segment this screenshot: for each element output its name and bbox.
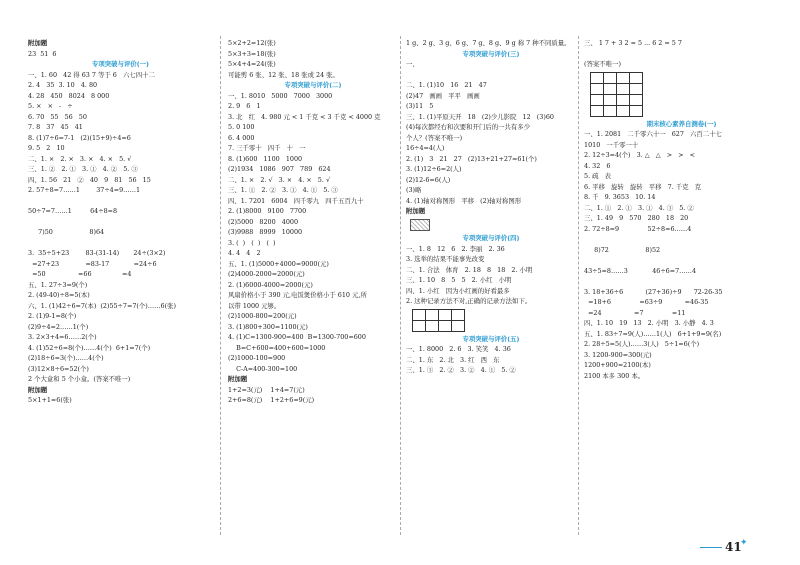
- answer-line: 16÷4=4(人): [406, 144, 445, 152]
- answer-line: 5×4+4=24(张): [228, 60, 276, 68]
- answer-line: 2. 4 35 3. 10 4. 80: [28, 81, 98, 89]
- answer-line: 3. 35÷5+23 83-(31-14) 24÷(3×2): [28, 249, 166, 257]
- answer-line: (2)12-6=6(人): [406, 175, 451, 184]
- answer-line: 4. (1)轴对称图形 平移 (2)轴对称图形: [406, 196, 522, 205]
- answer-line: 7)50 8)64: [28, 228, 105, 236]
- answer-line: 5. × × - ÷: [28, 102, 73, 110]
- answer-line: 5×2+2=12(张): [228, 39, 276, 47]
- column-divider: [400, 36, 401, 535]
- answer-line: 4. 28 450 8024 8 000: [28, 91, 110, 100]
- answer-line: 一、1. 60 42 得 63 7 等于 6 六七四十二: [28, 70, 155, 79]
- answer-line: 2. 72÷8=9 52÷8=6……4: [584, 224, 692, 233]
- answer-line: 2. 9 6 1: [228, 102, 261, 110]
- answer-line: 7. 三千零十 四千 十 一: [228, 144, 306, 152]
- answer-line: 四、1. 7201 6004 四千零九 四千五百九十: [228, 196, 364, 205]
- answer-line: (2)1000-100=900: [228, 354, 286, 362]
- answer-line: 43÷5=8……3 46÷6=7……4: [584, 266, 697, 275]
- answer-line: 50÷7=7……1 64÷8=8: [28, 207, 118, 215]
- answer-line: 三、1. 10 8 5 5 2. 小红 小明: [406, 276, 512, 284]
- answer-column-4: [584, 38, 779, 381]
- answer-line: (3)11 5: [406, 102, 434, 110]
- section-heading: 专项突破与评价(五): [462, 334, 520, 343]
- answer-line: 2 个大盒和 5 个小盒。(答案不唯一): [28, 375, 131, 383]
- answer-line: (2)1934 1086 907 789 624: [228, 165, 331, 173]
- answer-line: 五、1. 83÷7=9(人)……1(人) 6+1+9=9(名): [584, 329, 722, 338]
- bonus-heading: 附加题: [228, 375, 248, 383]
- answer-line: 5×3+3=18(张): [228, 49, 276, 58]
- column-divider: [220, 36, 221, 535]
- answer-line: 1200+900=2100(本): [584, 361, 651, 369]
- bonus-heading: 附加题: [406, 207, 426, 215]
- answer-line: 4. (1)C=1300-900=400 B=1300-700=600: [228, 333, 366, 341]
- answer-line: 4. (1)52÷6=8(个)……4(个) 6+1=7(个): [28, 343, 151, 352]
- footer-rule: [700, 547, 722, 548]
- answer-line: 3. (1)12÷6=2(人): [406, 165, 462, 173]
- star-icon: ✦: [740, 538, 748, 548]
- answer-line: 三、1. ② 2. ① 3. ① 4. ② 5. ③: [28, 165, 138, 173]
- answer-line: 五、1. 27÷3=9(个): [28, 280, 88, 289]
- answer-line: 六、1. (1)42÷6=7(本) (2)55÷7=7(个)……6(张): [28, 301, 177, 310]
- answer-line: 8. 千 9. 3653 10. 14: [584, 193, 656, 201]
- answer-line: 5×1+1=6(张): [28, 396, 72, 404]
- answer-line: 2. (1) 3 21 27 (2)13+21+27=61(个): [406, 154, 537, 163]
- answer-column-2: [228, 38, 398, 406]
- answer-line: 8. (1)7÷6=7-1 (2)(15+9)÷4=6: [28, 133, 131, 142]
- answer-line: 4. 32 6: [584, 161, 611, 170]
- answer-line: (3)9988 8999 10000: [228, 228, 303, 236]
- answer-line: 四、1. 10 19 13 2. 小明 3. 小静 4. 3: [584, 319, 714, 327]
- section-heading: 专项突破与评价(三): [462, 49, 520, 58]
- answer-line: 一、1. 8010 5000 7000 3000: [228, 91, 333, 100]
- answer-line: B=C+600=400+600=1000: [228, 343, 326, 352]
- answer-line: 三、 1 7 + 3 2 = 5 ... 6 2 = 5 7: [584, 39, 682, 47]
- answer-line: 9. 5 2 10: [28, 144, 65, 152]
- answer-line: 7. 8 37 45 41: [28, 123, 83, 131]
- section-heading: 专项突破与评价(四): [462, 234, 520, 242]
- answer-line: C-A=400-300=100: [228, 364, 298, 373]
- answer-line: 2. (1)9-1=8(个): [28, 312, 77, 320]
- answer-line: 以带 1000 元够。: [228, 301, 281, 310]
- answer-line: =27+23 =83-17 =24÷6: [28, 259, 157, 268]
- answer-line: 个人？(答案不唯一): [406, 133, 463, 142]
- answer-line: =18+6 =63÷9 =46-35: [584, 298, 709, 306]
- answer-line: 五、1. (1)5000+4000=9000(元): [228, 259, 329, 268]
- answer-line: (4)每次都经右和次要和开门后的一共有多少: [406, 123, 531, 131]
- answer-line: 3. 18+36÷6 (27+36)÷9 72-26-35: [584, 287, 723, 296]
- answer-line: 二、1. × 2. × 3. × 4. × 5. √: [28, 154, 132, 163]
- answer-line: (2)18÷6=3(个)……4(个): [28, 354, 104, 362]
- answer-line: 8. (1)600 1100 1000: [228, 154, 303, 163]
- answer-line: 2. 这种记录方法不对,正确的记录方法如下。: [406, 297, 532, 305]
- answer-line: 一、1. 2081 二千零六十一 627 六百二十七: [584, 130, 722, 138]
- answer-line: 三、1. 49 9 570 280 18 20: [584, 214, 689, 222]
- answer-line: 1010 一千零一十: [584, 140, 639, 149]
- column-divider: [578, 36, 579, 535]
- answer-line: 3. (1)800+300=1100(元): [228, 322, 308, 331]
- section-heading: 期末核心素养自测卷(一): [646, 119, 717, 128]
- answer-line: 6. 4 000: [228, 133, 255, 142]
- answer-line: (2)47 画画 平平 画画: [406, 91, 480, 100]
- page-number: 41: [725, 540, 742, 554]
- answer-line: 一、: [406, 60, 419, 68]
- answer-line: 5. 疏 表: [584, 172, 612, 180]
- answer-line: 4. 4 4 2: [228, 249, 261, 257]
- answer-line: 二、1. 东 2. 北 3. 红 西 东: [406, 355, 500, 364]
- answer-line: 二、1. × 2. √ 3. × 4. × 5. √: [228, 175, 331, 184]
- answer-line: 2. 28÷5=5(人)……3(人) 5÷1=6(个): [584, 340, 700, 348]
- bonus-shape-icon: [410, 219, 430, 232]
- answer-line: 3. ( ) ( ) ( ): [228, 238, 276, 247]
- answer-line: 6. 平移 旋转 旋转 平移 7. 千克 克: [584, 182, 702, 191]
- answer-line: 可能剪 6 张、12 张、18 张或 24 张。: [228, 70, 339, 79]
- answer-line: (2)4000-2000=2000(元): [228, 270, 305, 278]
- section-heading: 专项突破与评价(一): [92, 60, 149, 68]
- answer-line: 二、1. 合法 体育 2. 18 8 18 2. 小明: [406, 265, 533, 274]
- answer-line: 三、1. (1)平原天开 18 (2)少儿影院 12 (3)60: [406, 112, 554, 121]
- answer-line: 3. 2×3+4=6……2(个): [28, 333, 97, 341]
- answer-line: 一、1. 8000 2. 6 3. 笑笑 4. 36: [406, 345, 511, 353]
- section-heading: 专项突破与评价(二): [284, 81, 342, 89]
- answer-line: 四、1. 小红 因为小红画的好看最多: [406, 286, 510, 295]
- answer-line: 风扇价格小于 390 元,电饭煲价格小于 610 元,所: [228, 291, 367, 299]
- bonus-heading: 附加题: [28, 39, 48, 47]
- answer-line: 2+6=8(元) 1+2+6=9(元): [228, 396, 315, 404]
- answer-line: 二、1. ① 2. ① 3. ① 4. ③ 5. ②: [584, 203, 694, 212]
- answer-column-1: [28, 38, 213, 406]
- answer-column-3: [406, 38, 576, 376]
- answer-line: 一、1. 8 12 6 2. 李丽 2. 36: [406, 244, 505, 253]
- answer-line: 2100 本多 300 本。: [584, 371, 645, 380]
- answer-line: 三、1. ① 2. ② 3. ① 4. ① 5. ③: [228, 186, 338, 194]
- answer-line: 四、1. 56 21 ② 40 9 81 56 15: [28, 175, 151, 184]
- answer-line: 23 51 6: [28, 49, 57, 58]
- answer-line: (3)略: [406, 186, 422, 194]
- answer-line: (2)5000 8200 4000: [228, 217, 299, 226]
- answer-line: 2. 57÷8=7……1 37÷4=9……1: [28, 186, 141, 194]
- answer-line: 3. 选举的结果不能事先改变: [406, 255, 485, 263]
- answer-line: 3. 1200-900=300(元): [584, 350, 652, 359]
- answer-line: 8)72 8)52: [584, 245, 661, 254]
- answer-line: 2. 12÷3=4(个) 3. △ △ > > <: [584, 151, 695, 159]
- answer-line: 二、1. (1)10 16 21 47: [406, 81, 487, 89]
- record-table: [412, 309, 465, 332]
- answer-line: 5. 0 100: [228, 123, 255, 131]
- answer-line: 1+2=3(元) 1+4=7(元): [228, 385, 305, 394]
- answer-line: 2. (1)6000-4000=2000(元): [228, 280, 313, 289]
- answer-line: (答案不唯一): [584, 60, 621, 68]
- answer-line: (3)12×8÷6=52(个): [28, 364, 89, 373]
- bonus-heading: 附加题: [28, 385, 48, 394]
- answer-line: 2. (1)8000 9100 7700: [228, 207, 307, 215]
- answer-line: =50 =66 =4: [28, 270, 132, 278]
- answer-line: =24 =7 =11: [584, 308, 686, 317]
- answer-line: 三、1. ③ 2. ② 3. ② 4. ① 5. ②: [406, 366, 516, 374]
- answer-line: 2. (49-40)÷8=5(本): [28, 291, 90, 299]
- answer-line: (2)9÷4=2……1(个): [28, 322, 89, 331]
- number-grid: [590, 72, 643, 117]
- answer-line: (2)1000-800=200(元): [228, 312, 297, 320]
- answer-line: 3. 北 红 4. 980 元 < 1 千克 < 3 千克 < 4000 克: [228, 112, 381, 121]
- answer-line: 1 g、2 g、3 g、6 g、7 g、8 g、9 g 称 7 种不同质量。: [406, 39, 571, 47]
- answer-line: 6. 70 55 56 50: [28, 112, 87, 121]
